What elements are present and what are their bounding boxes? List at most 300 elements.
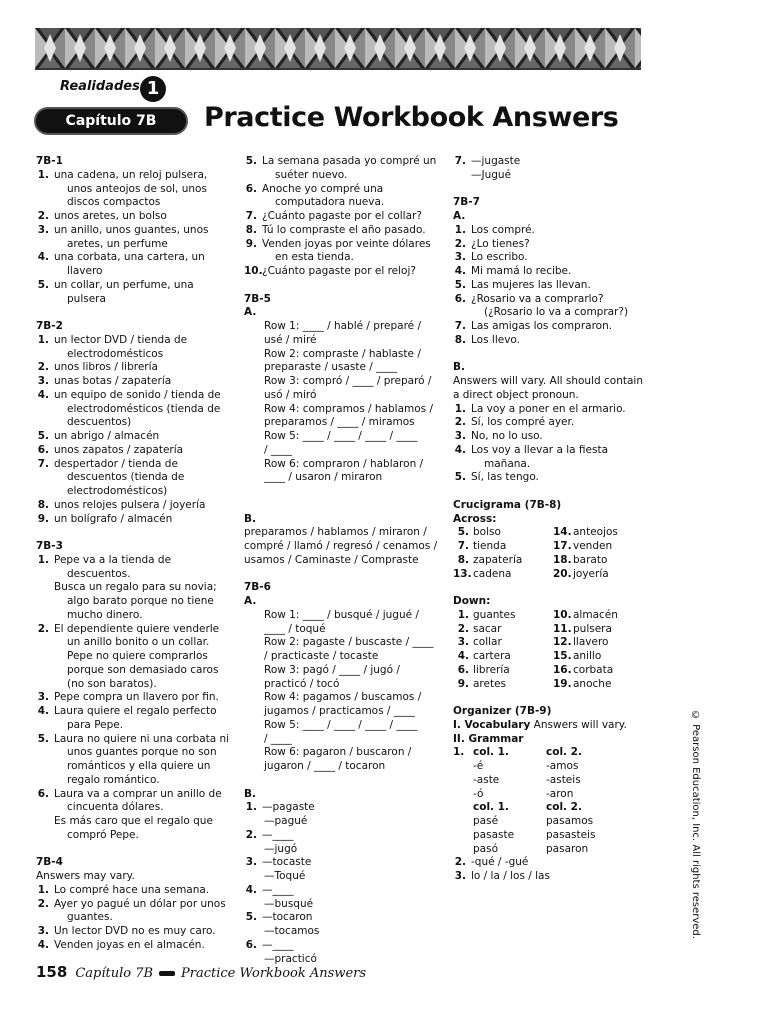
item-continuation: llavero	[67, 265, 103, 277]
item-text: Pepe va a la tienda de	[54, 553, 172, 566]
section-heading: 7B-4	[36, 856, 63, 869]
clue-number: 6.	[457, 663, 469, 676]
item-text: Laura quiere el regalo perfecto	[54, 705, 217, 717]
footer-title: Practice Workbook Answers	[181, 966, 367, 981]
item-text: una cadena, un reloj pulsera,	[54, 168, 208, 181]
answer-item	[36, 334, 241, 348]
answer-item	[36, 279, 241, 293]
answer-item	[453, 293, 658, 307]
crossword-row	[453, 664, 658, 678]
answer-item	[36, 513, 241, 527]
item-continuation: computadora nueva.	[275, 196, 385, 209]
footer-separator	[159, 971, 175, 976]
item-text: despertador / tienda de	[54, 457, 178, 470]
item-number: 4.	[37, 251, 49, 264]
item-number: 9.	[37, 512, 49, 525]
item-number: 2.	[37, 210, 49, 222]
answer-item	[453, 224, 658, 238]
item-continuation: mucho dinero.	[67, 608, 143, 621]
grammar-col2: -amos	[546, 760, 579, 772]
spacer	[244, 485, 449, 499]
crossword-answer	[553, 609, 618, 623]
clue-number: 20.	[553, 567, 572, 580]
grammar-col1: -é	[473, 760, 484, 772]
clue-number: 13.	[453, 567, 472, 580]
series-label: Realidades	[60, 79, 140, 94]
answer-item	[453, 334, 658, 348]
crossword-answer	[453, 636, 502, 650]
section-heading: 7B-7	[453, 196, 480, 209]
crossword-row	[453, 540, 658, 554]
clue-number: 12.	[553, 636, 572, 649]
answer-text: Row 2: compraste / hablaste /	[264, 347, 421, 360]
item-text: ¿Lo tienes?	[471, 237, 530, 250]
item-continuation: descuentos.	[67, 567, 131, 580]
series-number-badge: 1	[140, 76, 166, 102]
item-text: unos aretes, un bolso	[54, 210, 167, 222]
vocabulary-line	[453, 719, 658, 733]
crossword-answer	[553, 526, 618, 540]
grammar-col1: -aste	[473, 773, 500, 786]
answer-item	[453, 265, 658, 279]
answer-item	[36, 705, 241, 719]
spacer	[36, 306, 241, 320]
answer-item	[36, 788, 241, 802]
crossword-answer	[553, 623, 612, 637]
item-text: ¿Cuánto pagaste por el collar?	[262, 210, 422, 222]
item-text: La semana pasada yo compré un	[262, 155, 437, 167]
answer-item	[453, 238, 658, 252]
item-number: 4.	[37, 388, 49, 401]
answer-item	[244, 884, 449, 898]
clue-word: barato	[573, 553, 608, 566]
answer-text: usamos / Caminaste / Compraste	[244, 553, 419, 566]
answer-text: ____ / toqué	[264, 622, 326, 635]
item-continuation: (no son baratos).	[67, 677, 157, 690]
item-continuation: pulsera	[67, 292, 106, 305]
item-text: —tocaste	[262, 856, 312, 869]
item-continuation: mañana.	[484, 457, 531, 470]
item-continuation: porque son demasiado caros	[67, 663, 219, 676]
answer-item	[36, 884, 241, 898]
answer-item	[36, 623, 241, 637]
answer-text: —Toqué	[264, 870, 306, 882]
item-continuation: compró Pepe.	[67, 828, 139, 841]
item-number: 2.	[245, 828, 257, 841]
section-heading: 7B-3	[36, 540, 63, 552]
spacer	[244, 499, 449, 513]
grammar-row	[453, 774, 658, 788]
page-number: 158	[36, 963, 68, 981]
item-text: —pagaste	[262, 801, 315, 814]
crossword-row	[453, 623, 658, 637]
clue-word: tienda	[473, 540, 507, 552]
spacer	[36, 843, 241, 857]
answer-item	[244, 183, 449, 197]
crossword-answer	[553, 540, 612, 554]
crossword-row	[453, 554, 658, 568]
item-text: ¿Cuánto pagaste por el reloj?	[262, 265, 416, 277]
answer-text: preparamos / hablamos / miraron /	[244, 526, 427, 539]
section-heading: B.	[453, 361, 465, 374]
item-text: unas botas / zapatería	[54, 375, 172, 387]
answer-item	[36, 458, 241, 472]
item-continuation: cincuenta dólares.	[67, 801, 164, 814]
item-number: 4.	[454, 265, 466, 277]
item-text: Venden joyas por veinte dólares	[262, 237, 431, 250]
crossword-row	[453, 526, 658, 540]
grammar-row	[453, 801, 658, 815]
crossword-row	[453, 568, 658, 582]
item-number: 1.	[37, 553, 49, 566]
answer-item	[36, 389, 241, 403]
answer-text: Row 6: compraron / hablaron /	[264, 457, 424, 470]
answer-item	[453, 155, 658, 169]
item-text: Lo compré hace una semana.	[54, 883, 210, 896]
section-heading: 7B-5	[244, 292, 271, 305]
item-number: 5.	[37, 278, 49, 291]
answer-item	[244, 856, 449, 870]
item-number: 2.	[37, 897, 49, 910]
clue-number: 5.	[457, 526, 469, 539]
item-text: unos zapatos / zapatería	[54, 443, 184, 456]
grammar-row	[453, 788, 658, 802]
clue-word: aretes	[473, 677, 507, 690]
item-number: 6.	[245, 182, 257, 195]
grammar-col1: pasaste	[473, 828, 515, 841]
answer-item	[36, 430, 241, 444]
item-text: Sí, los compré ayer.	[471, 416, 575, 429]
item-number: 6.	[37, 787, 49, 800]
item-number: 3.	[37, 223, 49, 236]
answer-item	[453, 870, 658, 884]
grammar-row	[453, 843, 658, 857]
item-number: 1.	[454, 402, 466, 415]
crossword-answer	[453, 526, 501, 540]
answer-item	[36, 224, 241, 238]
item-continuation: Pepe no quiere comprarlos	[67, 650, 208, 662]
item-number: 1.	[245, 801, 257, 814]
answer-text: —tocamos	[264, 925, 320, 937]
item-number: 3.	[454, 251, 466, 264]
footer-chapter: Capítulo 7B	[75, 966, 154, 981]
answer-text: Row 5: ____ / ____ / ____ / ____	[264, 718, 418, 731]
answer-item	[244, 265, 449, 279]
item-text: Sí, las tengo.	[471, 471, 539, 484]
clue-number: 7.	[457, 540, 469, 552]
spacer	[244, 279, 449, 293]
answer-item	[244, 801, 449, 815]
crossword-answer	[453, 540, 506, 554]
answer-item	[36, 554, 241, 568]
item-continuation: descuentos (tienda de	[67, 471, 185, 484]
clue-number: 18.	[553, 553, 572, 566]
grammar-row	[453, 760, 658, 774]
item-text: un bolígrafo / almacén	[54, 512, 173, 525]
answer-item	[453, 416, 658, 430]
clue-word: librería	[473, 663, 510, 676]
crossword-answer	[553, 636, 608, 650]
answer-text: Es más caro que el regalo que	[54, 815, 213, 827]
spacer	[244, 774, 449, 788]
item-continuation: unos guantes porque no son	[67, 746, 217, 759]
item-text: Venden joyas en el almacén.	[54, 938, 205, 951]
answer-text: Row 4: pagamos / buscamos /	[264, 691, 422, 704]
clue-number: 15.	[553, 650, 572, 662]
clue-word: venden	[573, 540, 613, 552]
grammar-col1: col. 1.	[473, 746, 509, 759]
answer-text: Row 4: compramos / hablamos /	[264, 402, 434, 415]
item-text: -qué / -gué	[471, 856, 529, 869]
section-heading: Across:	[453, 512, 497, 525]
item-text: —jugaste	[471, 155, 521, 167]
answer-item	[244, 224, 449, 238]
item-number: 5.	[245, 155, 257, 167]
answer-text: Row 3: pagó / ____ / jugó /	[264, 663, 400, 676]
item-continuation: románticos y ella quiere un	[67, 760, 211, 772]
crossword-answer	[553, 650, 601, 664]
spacer	[244, 568, 449, 582]
clue-number: 10.	[553, 608, 572, 621]
answer-item	[244, 911, 449, 925]
item-number: 2.	[454, 416, 466, 429]
answer-text: —practicó	[264, 952, 317, 965]
item-continuation: electrodomésticos)	[67, 485, 168, 497]
item-text: un lector DVD / tienda de	[54, 333, 188, 346]
answers-column-1	[36, 155, 241, 953]
answer-item	[453, 856, 658, 870]
item-text: un equipo de sonido / tienda de	[54, 388, 221, 401]
answer-item	[36, 939, 241, 953]
vocabulary-text: Answers will vary.	[533, 718, 627, 731]
item-continuation: guantes.	[67, 911, 113, 924]
item-number: 4.	[245, 883, 257, 896]
answer-item	[36, 733, 241, 747]
crossword-row	[453, 650, 658, 664]
clue-number: 9.	[457, 677, 469, 690]
item-text: Las mujeres las llevan.	[471, 278, 591, 291]
item-number: 10.	[244, 265, 263, 277]
answer-text: jugaron / ____ / tocaron	[264, 760, 386, 772]
answer-text: Row 5: ____ / ____ / ____ / ____	[264, 430, 418, 442]
item-number: 5.	[454, 471, 466, 484]
answer-text: ____ / usaron / miraron	[264, 471, 383, 484]
item-continuation: algo barato porque no tiene	[67, 595, 214, 607]
item-text: —____	[262, 883, 294, 896]
item-continuation: unos anteojos de sol, unos	[67, 182, 207, 195]
section-heading: B.	[244, 787, 256, 800]
grammar-col2: -aron	[546, 787, 574, 800]
clue-word: cartera	[473, 650, 511, 662]
item-text: Laura no quiere ni una corbata ni	[54, 732, 230, 745]
answer-item	[453, 430, 658, 444]
grammar-col1: col. 1.	[473, 801, 509, 814]
item-continuation: regalo romántico.	[67, 773, 160, 786]
clue-word: anoche	[573, 677, 612, 690]
item-number: 3.	[454, 870, 466, 882]
crossword-answer	[453, 650, 511, 664]
answer-text: / practicaste / tocaste	[264, 650, 379, 662]
item-text: Lo escribo.	[471, 251, 528, 264]
item-continuation: suéter nuevo.	[275, 168, 348, 181]
clue-word: anillo	[573, 650, 602, 662]
banner-pattern	[35, 28, 641, 68]
clue-number: 16.	[553, 663, 572, 676]
clue-word: llavero	[573, 636, 609, 649]
item-continuation: electrodomésticos	[67, 347, 164, 360]
item-text: —____	[262, 938, 294, 951]
answer-text: jugamos / practicamos / ____	[264, 705, 415, 717]
answer-text: —Jugué	[471, 168, 512, 181]
answer-text: compré / llamó / regresó / cenamos /	[244, 540, 438, 552]
answer-item	[453, 403, 658, 417]
item-number: 7.	[454, 155, 466, 167]
item-continuation: aretes, un perfume	[67, 237, 168, 250]
crossword-row	[453, 678, 658, 692]
crossword-answer	[453, 609, 515, 623]
item-text: Los compré.	[471, 223, 535, 236]
grammar-row	[453, 746, 658, 760]
page-footer	[36, 963, 366, 981]
spacer	[453, 485, 658, 499]
clue-word: pulsera	[573, 622, 612, 635]
header-rule	[35, 68, 641, 70]
item-number: 7.	[454, 320, 466, 332]
section-heading: A.	[244, 306, 257, 319]
item-number: 5.	[454, 278, 466, 291]
clue-number: 17.	[553, 540, 572, 552]
grammar-col2: -asteis	[546, 773, 581, 786]
item-number: 1.	[37, 168, 49, 181]
item-text: Los voy a llevar a la fiesta	[471, 443, 609, 456]
answer-item	[244, 238, 449, 252]
answer-item	[453, 471, 658, 485]
item-text: Laura va a comprar un anillo de	[54, 787, 222, 800]
answer-text: —jugó	[264, 842, 298, 855]
spacer	[453, 348, 658, 362]
section-heading: 7B-1	[36, 155, 63, 167]
item-continuation: (¿Rosario lo va a comprar?)	[484, 306, 629, 319]
item-number: 4.	[37, 938, 49, 951]
item-number: 4.	[37, 705, 49, 717]
item-number: 2.	[37, 622, 49, 635]
grammar-col1: -ó	[473, 787, 484, 800]
section-heading: Down:	[453, 595, 491, 607]
item-number: 1.	[453, 746, 465, 759]
item-number: 8.	[245, 223, 257, 236]
clue-word: collar	[473, 636, 502, 649]
spacer	[36, 526, 241, 540]
section-heading: Crucigrama (7B-8)	[453, 498, 562, 511]
clue-number: 19.	[553, 677, 572, 690]
item-number: 9.	[245, 237, 257, 250]
answer-item	[36, 499, 241, 513]
item-text: un collar, un perfume, una	[54, 278, 194, 291]
clue-word: zapatería	[473, 553, 523, 566]
answer-text: Row 1: ____ / hablé / preparé /	[264, 320, 422, 332]
answer-item	[36, 898, 241, 912]
answer-item	[244, 939, 449, 953]
clue-word: joyería	[573, 567, 609, 580]
clue-word: anteojos	[573, 526, 618, 539]
item-number: 8.	[454, 333, 466, 346]
item-text: un anillo, unos guantes, unos	[54, 223, 209, 236]
item-text: —tocaron	[262, 911, 313, 924]
clue-number: 4.	[457, 650, 469, 662]
item-number: 3.	[454, 430, 466, 442]
item-text: unos relojes pulsera / joyería	[54, 498, 206, 511]
answer-text: Row 3: compró / ____ / preparó /	[264, 375, 432, 387]
item-number: 5.	[37, 430, 49, 442]
grammar-col1: pasé	[473, 815, 499, 827]
answer-item	[453, 251, 658, 265]
answer-item	[453, 279, 658, 293]
item-number: 7.	[37, 457, 49, 470]
section-heading: 7B-6	[244, 581, 271, 594]
item-continuation: un anillo bonito o un collar.	[67, 636, 210, 649]
crossword-row	[453, 636, 658, 650]
item-continuation: descuentos)	[67, 416, 132, 429]
answer-item	[36, 444, 241, 458]
crossword-answer	[553, 554, 607, 568]
answer-text: Answers may vary.	[36, 870, 135, 882]
item-continuation: electrodomésticos (tienda de	[67, 402, 221, 415]
answer-text: Busca un regalo para su novia;	[54, 581, 217, 594]
item-text: unos libros / librería	[54, 361, 158, 374]
answer-text: preparaste / usaste / ____	[264, 361, 398, 374]
answer-item	[244, 155, 449, 169]
item-number: 3.	[37, 375, 49, 387]
item-number: 3.	[37, 691, 49, 704]
item-number: 6.	[37, 443, 49, 456]
answer-text: —busqué	[264, 897, 314, 910]
item-continuation: para Pepe.	[67, 718, 124, 731]
crossword-answer	[453, 568, 511, 582]
answer-text: —pagué	[264, 815, 308, 827]
section-heading: 7B-2	[36, 320, 63, 332]
grammar-col2: pasamos	[546, 815, 594, 827]
section-heading: A.	[453, 210, 466, 222]
answer-item	[244, 210, 449, 224]
item-text: una corbata, una cartera, un	[54, 251, 205, 264]
clue-number: 14.	[553, 526, 572, 539]
crossword-answer	[553, 678, 611, 692]
item-text: Los llevo.	[471, 333, 520, 346]
item-continuation: en esta tienda.	[275, 251, 354, 264]
answer-text: usé / miré	[264, 333, 317, 346]
answer-text: Row 2: pagaste / buscaste / ____	[264, 636, 434, 649]
section-heading: II. Grammar	[453, 732, 524, 745]
item-number: 4.	[454, 443, 466, 456]
item-number: 8.	[37, 498, 49, 511]
clue-number: 3.	[457, 636, 469, 649]
item-text: Ayer yo pagué un dólar por unos	[54, 897, 226, 910]
grammar-col2: pasaron	[546, 842, 589, 855]
answer-text: Row 1: ____ / busqué / jugué /	[264, 608, 419, 621]
answer-item	[453, 320, 658, 334]
item-text: El dependiente quiere venderle	[54, 622, 220, 635]
answer-item	[453, 444, 658, 458]
item-text: ¿Rosario va a comprarlo?	[471, 292, 604, 305]
item-text: Tú lo compraste el año pasado.	[262, 223, 426, 236]
item-text: Mi mamá lo recibe.	[471, 265, 572, 277]
answer-text: practicó / tocó	[264, 677, 340, 690]
clue-number: 8.	[457, 553, 469, 566]
item-text: Anoche yo compré una	[262, 182, 384, 195]
answer-text: Row 6: pagaron / buscaron /	[264, 746, 412, 759]
section-heading: B.	[244, 512, 256, 525]
item-text: La voy a poner en el armario.	[471, 402, 626, 415]
